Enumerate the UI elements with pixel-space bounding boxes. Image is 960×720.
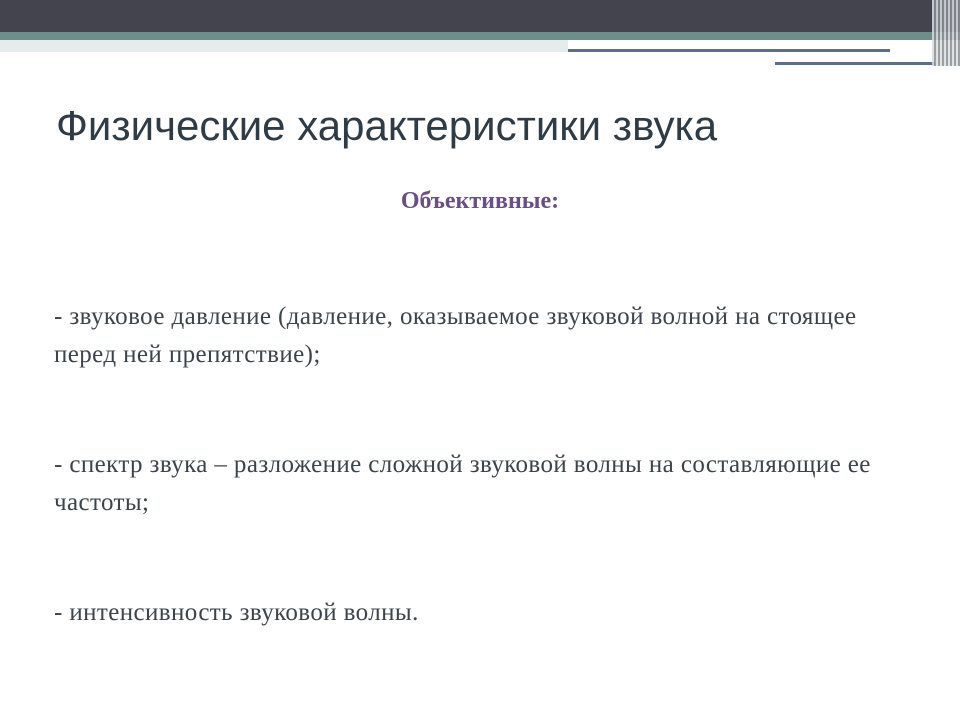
bullet-list xyxy=(54,298,914,632)
header-stripes xyxy=(932,0,960,66)
header-accent-band xyxy=(0,32,960,40)
header-light-band xyxy=(0,40,568,52)
header-band xyxy=(0,0,960,32)
bullet-item: - звуковое давление (давление, оказываемое звуковой волной на стоящее перед ней препятствие); xyxy=(54,303,857,368)
slide-subtitle: Объективные: xyxy=(400,188,560,214)
header-rule-long xyxy=(568,49,890,52)
bullet-item: - интенсивность звуковой волны. xyxy=(54,599,419,626)
slide-title: Физические характеристики звука xyxy=(56,102,718,149)
header-rule-short xyxy=(775,62,935,65)
bullet-item: - спектр звука – разложение сложной звуковой волны на составляющие ее частоты; xyxy=(54,451,871,516)
